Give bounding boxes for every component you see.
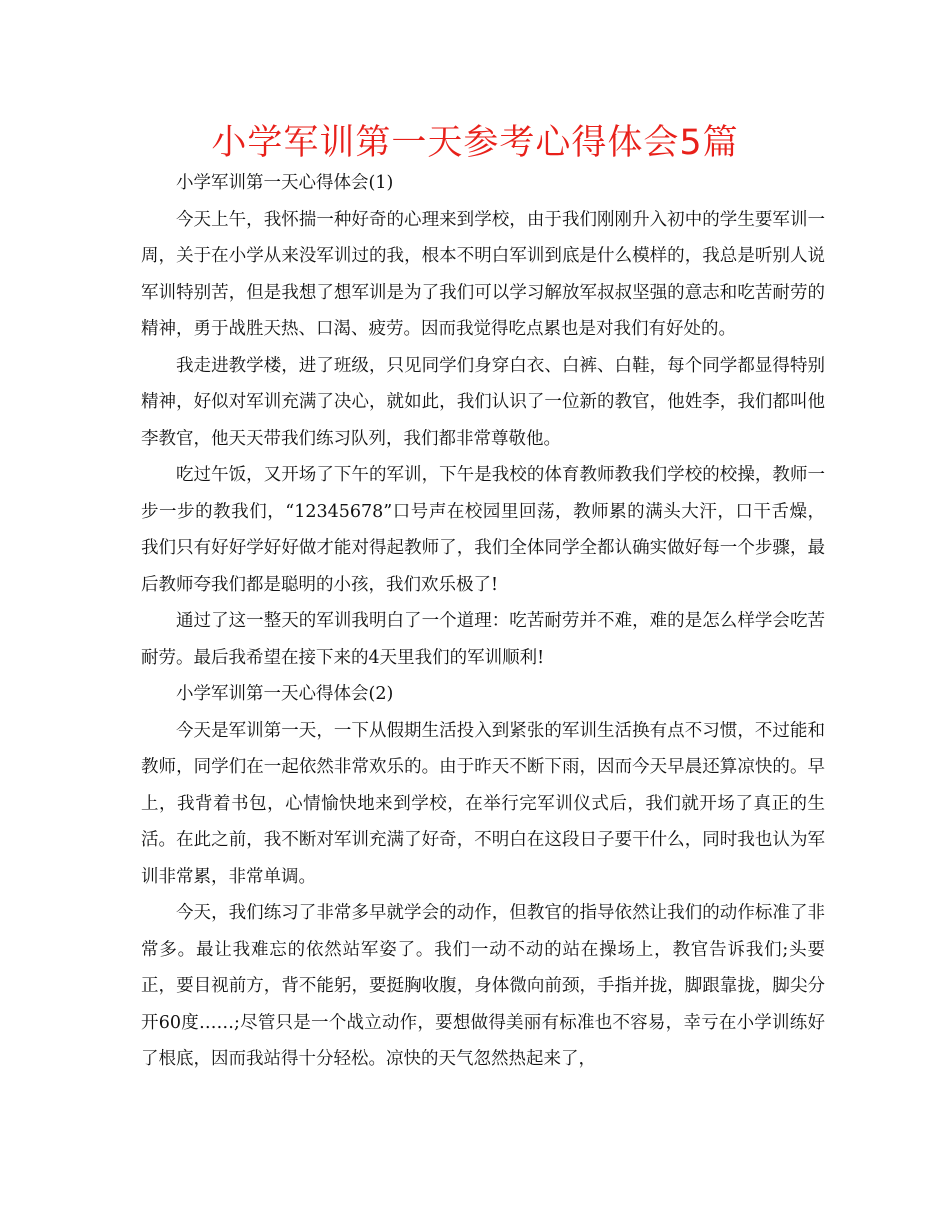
section-heading-1: 小学军训第一天心得体会(1) [176, 173, 394, 193]
paragraph: 我走进教学楼，进了班级，只见同学们身穿白衣、白裤、白鞋，每个同学都显得特别精神，好似对军训充满了决心，就如此，我们认识了一位新的教官，他姓李，我们都叫他李教官，他天天带我们练习队列，我们都非常尊敬他。 [141, 355, 825, 449]
paragraph: 今天上午，我怀揣一种好奇的心理来到学校，由于我们刚刚升入初中的学生要军训一周，关于在小学从来没军训过的我，根本不明白军训到底是什么模样的，我总是听别人说军训特别苦，但是我想了想军训是为了我们可以学习解放军叔叔坚强的意志和吃苦耐劳的精神，勇于战胜天热、口渴、疲劳。因而我觉得吃点累也是对我们有好处的。 [141, 209, 825, 339]
paragraph: 吃过午饭，又开场了下午的军训，下午是我校的体育教师教我们学校的校操，教师一步一步的教我们，“12345678”口号声在校园里回荡，教师累的满头大汗，口干舌燥，我们只有好好学好好做才能对得起教师了，我们全体同学全都认确实做好每一个步骤，最后教师夸我们都是聪明的小孩，我们欢乐极了! [141, 465, 825, 595]
paragraph: 今天是军训第一天，一下从假期生活投入到紧张的军训生活换有点不习惯，不过能和教师，同学们在一起依然非常欢乐的。由于昨天不断下雨，因而今天早晨还算凉快的。早上，我背着书包，心情愉快地来到学校，在举行完军训仪式后，我们就开场了真正的生活。在此之前，我不断对军训充满了好奇，不明白在这段日子要干什么，同时我也认为军训非常累，非常单调。 [141, 720, 825, 887]
document-body [141, 165, 825, 1078]
paragraph: 通过了这一整天的军训我明白了一个道理：吃苦耐劳并不难，难的是怎么样学会吃苦耐劳。最后我希望在接下来的4天里我们的军训顺利! [141, 611, 825, 668]
section-heading-2: 小学军训第一天心得体会(2) [176, 684, 394, 704]
document-title: 小学军训第一天参考心得体会5篇 [211, 123, 739, 163]
paragraph: 今天，我们练习了非常多早就学会的动作，但教官的指导依然让我们的动作标准了非常多。最让我难忘的依然站军姿了。我们一动不动的站在操场上，教官告诉我们;头要正，要目视前方，背不能躬，要挺胸收腹，身体微向前颈，手指并拢，脚跟靠拢，脚尖分开60度……;尽管只是一个战立动作，要想做得美丽有标准也不容易，幸亏在小学训练好了根底，因而我站得十分轻松。凉快的天气忽然热起来了， [141, 903, 825, 1069]
